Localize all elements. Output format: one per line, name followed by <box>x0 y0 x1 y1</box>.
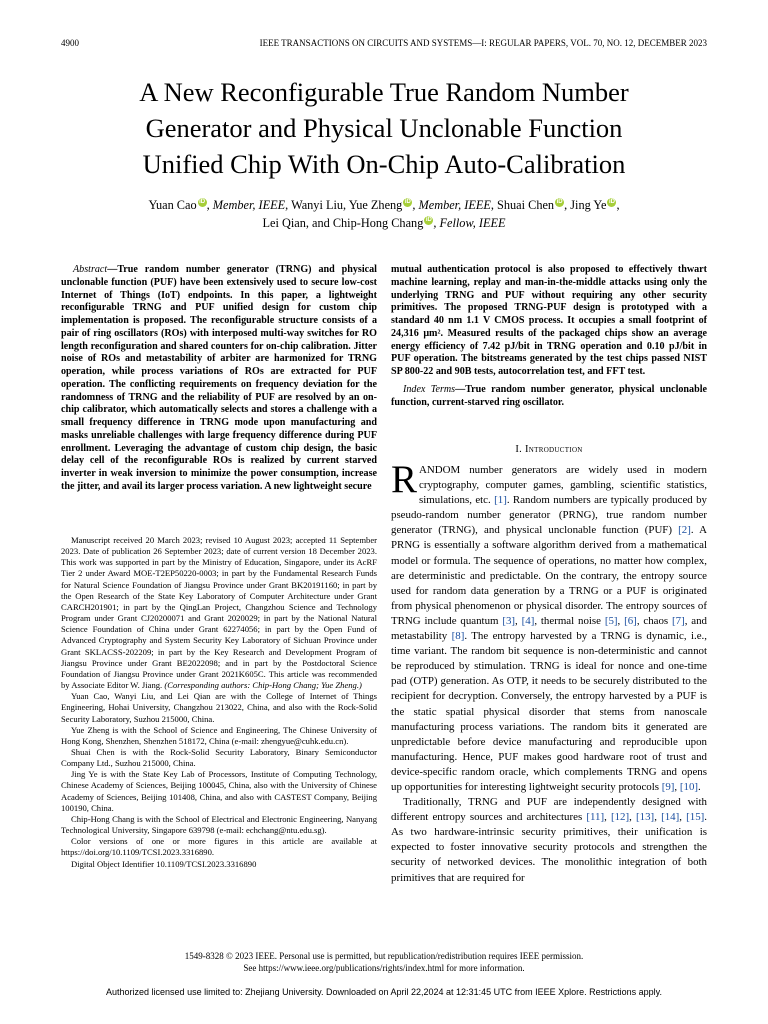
citation-link[interactable]: [1] <box>494 494 507 507</box>
footnote-color-note: Color versions of one or more figures in this article are available at https://doi.org/10.1109/TCSI.2023.3316890. <box>61 836 377 858</box>
copyright-line-1: 1549-8328 © 2023 IEEE. Personal use is permitted, but republication/redistribution requires IEEE permission. <box>184 951 584 961</box>
abstract-dash: — <box>107 264 118 275</box>
corresponding-authors: (Corresponding authors: Chip-Hong Chang; Yue Zheng.) <box>164 680 362 691</box>
index-terms-label: Index Terms <box>403 383 456 395</box>
body-text: , <box>617 614 625 627</box>
title-line-2: Generator and Physical Unclonable Function <box>145 113 623 143</box>
body-text: . The entropy harvested by a TRNG is dynamic, i.e., time variant. The random bit sequence is non-deterministic and cannot be reproduced by stimulation. TRNG is ideal for nonce and one-time pad (OTP) generation. As OTP, it needs to be securely distributed to the recipient for decryption. Conversely, the entropy harvested by a PUF is the static spatial physical disorder that stems from nanoscale manufacturing process variations. The random bits it generated are unpredictable before device manufacturing and reproducible upon manufacturing. Hence, PUF makes good hardware root of trust and device-specific random oracle, which complements TRNG and opens up opportunities for interesting lightweight security protocols <box>391 630 707 793</box>
title-line-1: A New Reconfigurable True Random Number <box>139 77 629 107</box>
citation-link[interactable]: [2] <box>678 524 691 537</box>
page-number: 4900 <box>61 38 79 48</box>
index-terms-text: True random number generator, physical unclonable function, current-starved ring oscillator. <box>391 383 707 408</box>
body-text: Traditionally, TRNG and PUF are independently designed with different entropy sources and architectures <box>391 796 707 824</box>
author-name: Yuan Cao <box>148 198 197 212</box>
body-text: . <box>698 780 701 793</box>
section-title: Introduction <box>525 444 583 455</box>
author-membership: , Member, IEEE <box>412 198 491 212</box>
author-name: Lei Qian, and Chip-Hong Chang <box>262 216 424 230</box>
footnote-affiliation: Yue Zheng is with the School of Science and Engineering, The Chinese University of Hong Kong, Shenzhen, Shenzhen 518172, China (e-mail: zhengyue@cuhk.edu.cn). <box>61 724 377 746</box>
body-text: , and metastability <box>391 614 708 643</box>
citation-link[interactable]: [13] <box>636 811 655 824</box>
orcid-icon[interactable]: iD <box>199 199 206 205</box>
author-name: , Shuai Chen <box>490 198 555 212</box>
introduction-body <box>391 458 708 886</box>
author-line-1 <box>40 196 728 214</box>
orcid-icon[interactable]: iD <box>425 217 432 223</box>
citation-link[interactable]: [10] <box>679 780 699 793</box>
citation-link[interactable]: [6] <box>624 614 637 627</box>
citation-link[interactable]: [9] <box>661 780 675 793</box>
citation-link[interactable]: [4] <box>521 614 535 627</box>
citation-link[interactable]: [5] <box>604 614 618 627</box>
title-line-3: Unified Chip With On-Chip Auto-Calibration <box>142 149 626 179</box>
footnote-affiliation: Yuan Cao, Wanyi Liu, and Lei Qian are with the College of Internet of Things Engineering, Hohai University, Changzhou 213022, China, and also with the Rock-Solid Security Laboratory, Suzhou 215000, China. <box>61 691 377 724</box>
author-membership: , Member, IEEE <box>206 198 286 212</box>
copyright-notice <box>40 950 728 974</box>
abstract-paragraph <box>61 264 377 494</box>
citation-link[interactable]: [7] <box>672 614 685 627</box>
body-text: ANDOM number generators are widely used in modern cryptography, computer games, gambling, scientific statistics, simulations, etc. <box>419 464 707 507</box>
body-text: . Random numbers are typically produced by pseudo-random number generator (PRNG), true random number generator (TRNG), and physical unclonable function (PUF) <box>391 494 707 537</box>
citation-link[interactable]: [3] <box>502 614 516 627</box>
footnote-affiliation: Shuai Chen is with the Rock-Solid Security Laboratory, Binary Semiconductor Company Ltd., Suzhou 215000, China. <box>61 746 377 769</box>
paper-title <box>40 74 728 182</box>
section-numeral: I. <box>515 444 525 455</box>
orcid-icon[interactable]: iD <box>404 199 411 205</box>
license-notice: Authorized licensed use limited to: Zhejiang University. Downloaded on April 22,2024 at 12:31:45 UTC from IEEE Xplore. Restrictions apply. <box>106 987 662 997</box>
abstract-continued: mutual authentication protocol is also proposed to effectively thwart machine learning, replay and man-in-the-middle attacks using only the underlying TRNG and PUF without requiring any other security primitives. The proposed TRNG-PUF design is prototyped with a standard 40 nm 1.1 V CMOS process. It occupies a small footprint of 24,316 μm². Measured results of the packaged chips show an average energy efficiency of 7.42 pJ/bit in TRNG operation and 0.10 pJ/bit in PUF operation. The bitstreams generated by the test chips passed NIST SP 800-22 and 90B tests, autocorrelation test, and FFT test. <box>391 264 707 377</box>
footnote <box>61 535 377 870</box>
author-line-2 <box>40 214 728 232</box>
body-text: , chaos <box>636 614 673 627</box>
abstract-label: Abstract <box>73 264 108 275</box>
citation-link[interactable]: [15] <box>686 811 705 824</box>
footnote-text: Manuscript received 20 March 2023; revised 10 August 2023; accepted 11 September 2023. Date of publication 26 September 2023; date of current version 18 December 2023. This work was supported in part by the Ministry of Education, Singapore, under its AcRF Tier 2 under Award MOE-T2EP50220-0003; in part by the Fundamental Research Funds for Natural Science Foundation of Jiangsu Province under Grant BK20191160; in part by the Open Research of the State Key Laboratory of Computer Architecture under Grant CARCH201901; in part by the QingLan Project, Changzhou Science and Technology Program under Grant CJ20200071 and Grant 2020029; in part by the National Natural Science Foundation of China under Grant 62274056; in part by the Open Fund of Advanced Cryptography and System Security Key Laboratory of Sichuan Province under Grant SKLACSS-202209; in part by the Key Research and Development Program of Jiangsu Province under Grant BE2022098; and in part by the Postdoctoral Science Foundation of Jiangsu Province under Grant 2021K605C. This article was recommended by Associate Editor W. Jiang. <box>61 535 377 691</box>
index-terms-dash: — <box>455 383 466 395</box>
copyright-line-2: See https://www.ieee.org/publications/rights/index.html for more information. <box>243 963 525 973</box>
intro-paragraph-2 <box>391 795 707 886</box>
drop-cap: R <box>391 458 418 501</box>
author-name: , Jing Ye <box>564 198 607 212</box>
body-text: , <box>679 811 687 824</box>
footnote-doi: Digital Object Identifier 10.1109/TCSI.2023.3316890 <box>71 858 257 869</box>
body-text: , <box>674 780 680 793</box>
author-list <box>40 196 728 232</box>
author-name: , Wanyi Liu, Yue Zheng <box>285 198 403 212</box>
footnote-affiliation: Jing Ye is with the State Key Lab of Processors, Institute of Computing Technology, Chinese Academy of Sciences, Beijing 100045, China, also with the University of Chinese Academy of Sciences, Beijing 101408, China, and also with CASTEST Company, Beijing 100190, China. <box>61 769 377 813</box>
running-header <box>61 38 707 52</box>
body-text: , <box>604 811 611 824</box>
intro-paragraph-1 <box>391 458 708 795</box>
body-text: , <box>629 811 637 824</box>
body-text: . As two hardware-intrinsic security primitives, their unification is expected to foster innovative security protocols and strengthen the security of networked devices. The monolithic integration of both primitives that are required for <box>391 811 708 884</box>
citation-link[interactable]: [12] <box>610 811 630 824</box>
abstract-text: True random number generator (TRNG) and physical unclonable function (PUF) have been extensively used to secure low-cost Internet of Things (IoT) endpoints. In this paper, a lightweight reconfigurable TRNG and PUF unified design for custom chip implementation is proposed. The reconfigurable structure consists of a pair of ring oscillators (ROs) with interposed multi-way switches for RO length reconfiguration and shared counters for on-chip calibration. Jitter noise of ROs and metastability of arbiter are harmonized for TRNG operation, while process variations of ROs are extracted for PUF operation. The conflicting requirements on frequency deviation for the randomness of TRNG and the reliability of PUF are resolved by an on-chip calibrator, which automatically selects and stores a challenge with a small frequency difference in TRNG mode upon manufacturing and masks unreliable challenges with large frequency difference during PUF enrollment. Leveraging the advantage of custom chip design, the basic delay cell of the reconfigurable ROs is realized by current starved inverter in weak inversion to minimize the power consumption, increase the jitter, and avail its larger process variation. A new lightweight secure <box>61 264 377 492</box>
citation-link[interactable]: [8] <box>451 630 465 643</box>
orcid-icon[interactable]: iD <box>608 199 615 205</box>
section-heading <box>391 444 707 455</box>
footnote-affiliation: Chip-Hong Chang is with the School of Electrical and Electronic Engineering, Nanyang Technological University, Singapore 639798 (e-mail: echchang@ntu.edu.sg). <box>61 813 377 836</box>
footnote-manuscript <box>61 535 377 691</box>
journal-header: IEEE TRANSACTIONS ON CIRCUITS AND SYSTEMS—I: REGULAR PAPERS, VOL. 70, NO. 12, DECEMBER 2023 <box>259 38 707 48</box>
body-text: , thermal noise <box>534 614 605 627</box>
index-terms <box>391 384 707 410</box>
orcid-icon[interactable]: iD <box>556 199 563 205</box>
author-separator: , <box>616 198 620 212</box>
body-text: , <box>654 811 662 824</box>
abstract-right <box>391 264 707 409</box>
abstract-left <box>61 264 377 494</box>
citation-link[interactable]: [11] <box>586 811 605 824</box>
author-membership: , Fellow, IEEE <box>433 216 506 230</box>
citation-link[interactable]: [14] <box>661 811 680 824</box>
body-text: , <box>515 614 522 627</box>
body-text: . A PRNG is essentially a software algorithm derived from a mathematical model or formula. The sequence of operations, no matter how complex, are deterministic and predictable. On the contrary, the entropy source used for random data generation by a TRNG or a PUF is originated from physical phenomenon or physical disorder. The entropy sources of TRNG include quantum <box>391 524 707 627</box>
